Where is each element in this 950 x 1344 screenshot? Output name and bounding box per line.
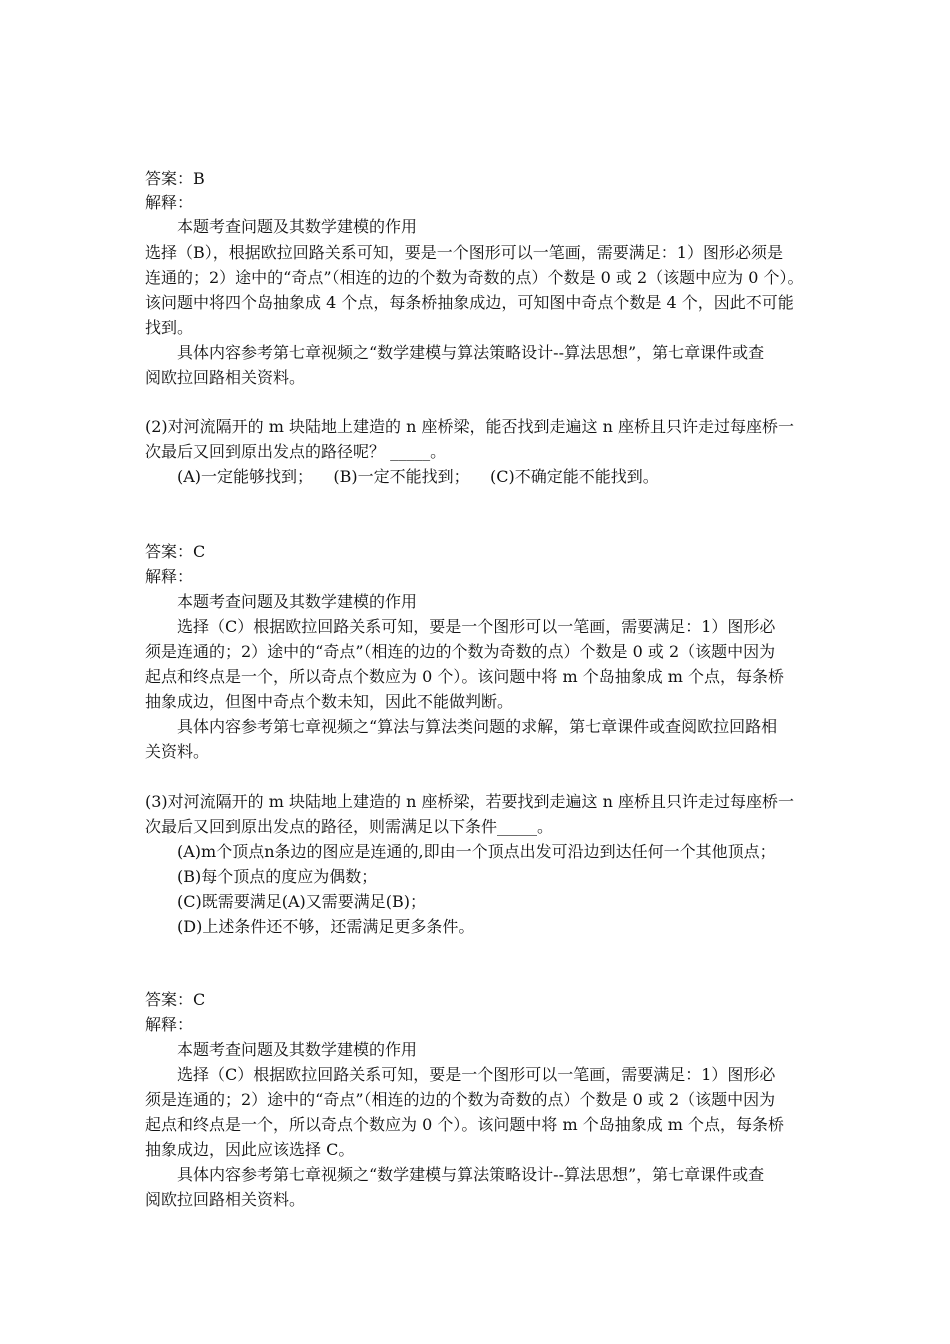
explanation-label: 解释： <box>145 1015 194 1034</box>
explanation-line: 起点和终点是一个，所以奇点个数应为 0 个）。该问题中将 m 个岛抽象成 m 个点，每条桥 <box>145 1115 785 1134</box>
reference-line: 具体内容参考第七章视频之“数学建模与算法策略设计--算法思想”，第七章课件或查 <box>177 1165 765 1184</box>
question-stem: (2)对河流隔开的 m 块陆地上建造的 n 座桥梁，能否找到走遍这 n 座桥且只许走过每座桥一 <box>145 417 794 436</box>
question-stem: 次最后又回到原出发点的路径呢？ _____。 <box>145 442 447 461</box>
question-stem: (3)对河流隔开的 m 块陆地上建造的 n 座桥梁，若要找到走遍这 n 座桥且只许走过每座桥一 <box>145 792 794 811</box>
explanation-topic: 本题考查问题及其数学建模的作用 <box>177 592 418 611</box>
reference-line: 具体内容参考第七章视频之“算法与算法类问题的求解，第七章课件或查阅欧拉回路相 <box>177 717 778 736</box>
answer-label: 答案：B <box>145 169 205 188</box>
answer-label: 答案：C <box>145 542 206 561</box>
explanation-line: 须是连通的；2）途中的“奇点”（相连的边的个数为奇数的点）个数是 0 或 2（该题中因为 <box>145 642 776 661</box>
question-option: (A)m个顶点n条边的图应是连通的,即由一个顶点出发可沿边到达任何一个其他顶点； <box>177 842 776 861</box>
explanation-line: 选择（C）根据欧拉回路关系可知，要是一个图形可以一笔画，需要满足：1）图形必 <box>177 617 776 636</box>
explanation-label: 解释： <box>145 567 194 586</box>
reference-line: 具体内容参考第七章视频之“数学建模与算法策略设计--算法思想”，第七章课件或查 <box>177 343 765 362</box>
explanation-line: 抽象成边，但图中奇点个数未知，因此不能做判断。 <box>145 692 514 711</box>
answer-label: 答案：C <box>145 990 206 1009</box>
reference-line: 阅欧拉回路相关资料。 <box>145 368 306 387</box>
explanation-line: 抽象成边，因此应该选择 C。 <box>145 1140 355 1159</box>
question-option: (C)既需要满足(A)又需要满足(B)； <box>177 892 427 911</box>
explanation-line: 选择（B），根据欧拉回路关系可知，要是一个图形可以一笔画，需要满足：1）图形必须是 <box>145 243 783 262</box>
explanation-line: 连通的；2）途中的“奇点”（相连的边的个数为奇数的点）个数是 0 或 2（该题中应为 0 个）。 <box>145 268 804 287</box>
question-option: (D)上述条件还不够，还需满足更多条件。 <box>177 917 475 936</box>
explanation-line: 选择（C）根据欧拉回路关系可知，要是一个图形可以一笔画，需要满足：1）图形必 <box>177 1065 776 1084</box>
question-option: (B)每个顶点的度应为偶数； <box>177 867 378 886</box>
reference-line: 阅欧拉回路相关资料。 <box>145 1190 306 1209</box>
reference-line: 关资料。 <box>145 742 210 761</box>
explanation-topic: 本题考查问题及其数学建模的作用 <box>177 217 418 236</box>
explanation-line: 找到。 <box>145 318 194 337</box>
question-options: (A)一定能够找到； (B)一定不能找到； (C)不确定能不能找到。 <box>177 467 659 486</box>
explanation-line: 该问题中将四个岛抽象成 4 个点，每条桥抽象成边，可知图中奇点个数是 4 个，因此不可能 <box>145 293 794 312</box>
explanation-topic: 本题考查问题及其数学建模的作用 <box>177 1040 418 1059</box>
explanation-line: 须是连通的；2）途中的“奇点”（相连的边的个数为奇数的点）个数是 0 或 2（该题中因为 <box>145 1090 776 1109</box>
question-stem: 次最后又回到原出发点的路径，则需满足以下条件_____。 <box>145 817 554 836</box>
explanation-line: 起点和终点是一个，所以奇点个数应为 0 个）。该问题中将 m 个岛抽象成 m 个点，每条桥 <box>145 667 785 686</box>
explanation-label: 解释： <box>145 193 194 212</box>
